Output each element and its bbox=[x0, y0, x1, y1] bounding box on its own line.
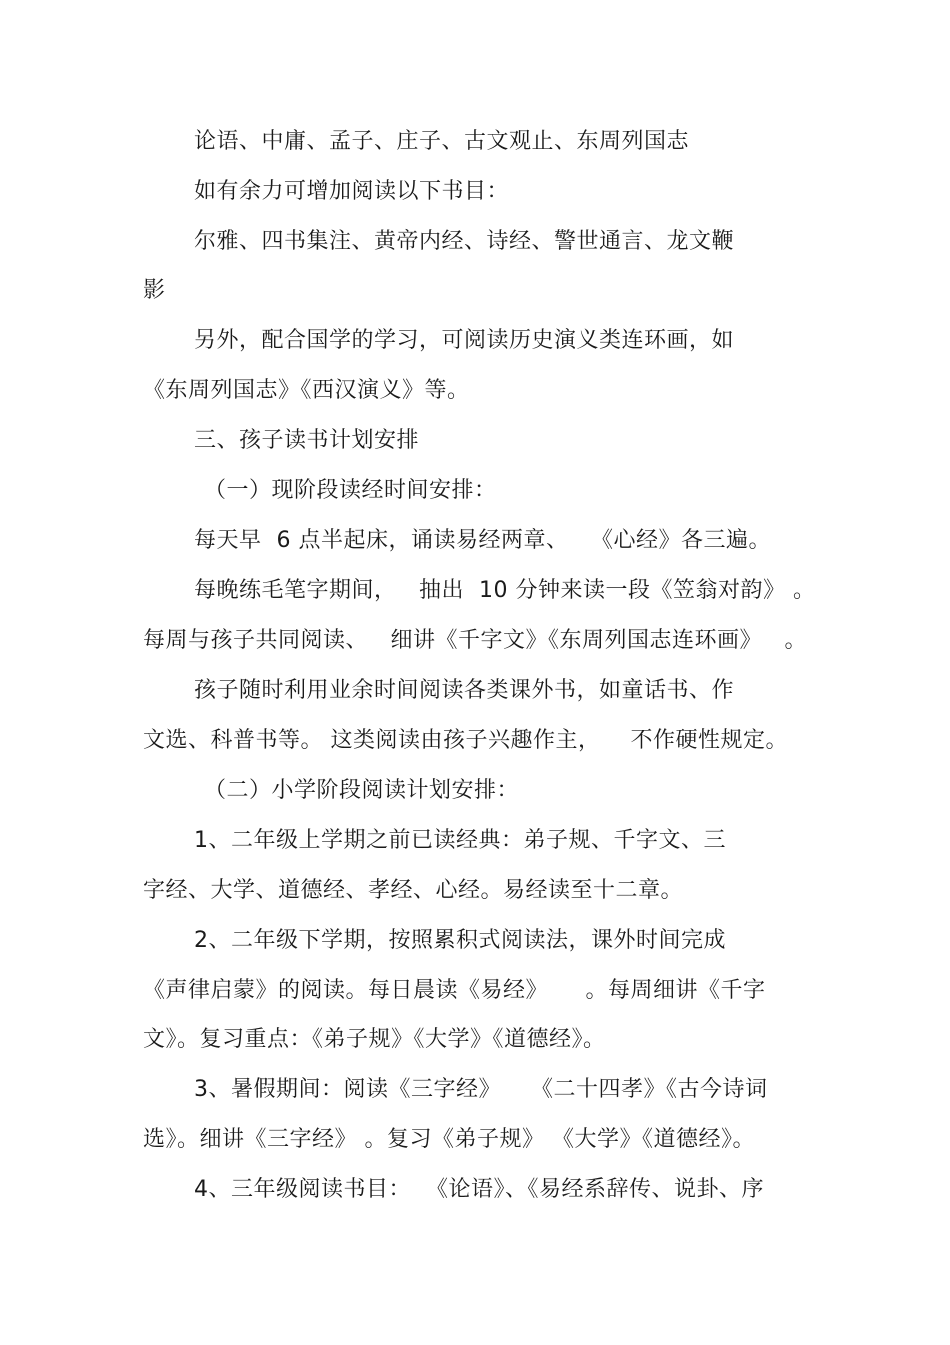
text-line: 选》。细讲《三字经》 。复习《弟子规》 《大学》《道德经》。 bbox=[143, 1127, 755, 1152]
text-line: 影 bbox=[143, 278, 166, 303]
text-line: 如有余力可增加阅读以下书目： bbox=[194, 179, 510, 204]
text-line: 论语、中庸、孟子、庄子、古文观止、东周列国志 bbox=[194, 129, 690, 154]
text-line: 尔雅、四书集注、黄帝内经、诗经、警世通言、龙文鞭 bbox=[194, 229, 735, 254]
section-heading: 三、孩子读书计划安排 bbox=[194, 428, 420, 453]
text-line: 文选、科普书等。 这类阅读由孩子兴趣作主， 不作硬性规定。 bbox=[143, 728, 788, 753]
text-line: 字经、大学、道德经、孝经、心经。易经读至十二章。 bbox=[143, 878, 684, 903]
text-line: 文》。复习重点：《弟子规》《大学》《道德经》。 bbox=[143, 1027, 606, 1052]
text-line: 《声律启蒙》的阅读。每日晨读《易经》 。每周细讲《千字 bbox=[143, 978, 766, 1003]
text-line: 4、三年级阅读书目： 《论语》、《易经系辞传、说卦、序 bbox=[194, 1177, 764, 1202]
text-line: 每晚练毛笔字期间， 抽出 10 分钟来读一段《笠翁对韵》 。 bbox=[194, 578, 816, 603]
text-line: 1、二年级上学期之前已读经典：弟子规、千字文、三 bbox=[194, 828, 726, 853]
text-line: 每天早 6 点半起床，诵读易经两章、 《心经》各三遍。 bbox=[194, 528, 771, 553]
text-line: 每周与孩子共同阅读、 细讲《千字文》《东周列国志连环画》 。 bbox=[143, 628, 807, 653]
subsection-heading: （一）现阶段读经时间安排： bbox=[204, 478, 497, 503]
text-line: 孩子随时利用业余时间阅读各类课外书，如童话书、作 bbox=[194, 678, 735, 703]
text-line: 2、二年级下学期，按照累积式阅读法，课外时间完成 bbox=[194, 928, 726, 953]
text-line: 3、暑假期间：阅读《三字经》 《二十四孝》《古今诗词 bbox=[194, 1077, 768, 1102]
text-line: 另外，配合国学的学习，可阅读历史演义类连环画，如 bbox=[194, 328, 735, 353]
subsection-heading: （二）小学阶段阅读计划安排： bbox=[204, 778, 520, 803]
text-line: 《东周列国志》《西汉演义》等。 bbox=[143, 378, 470, 403]
